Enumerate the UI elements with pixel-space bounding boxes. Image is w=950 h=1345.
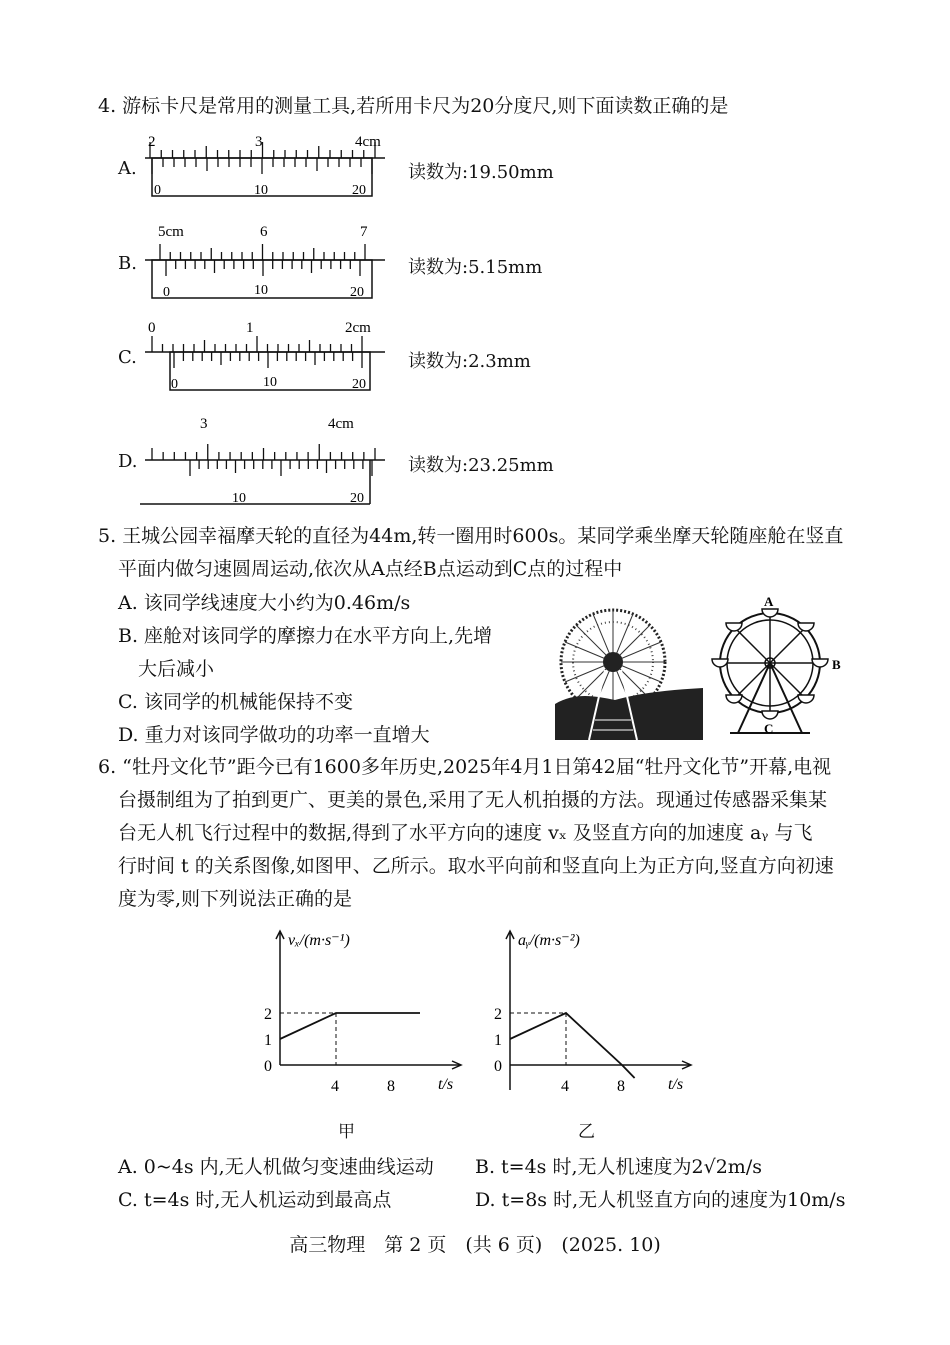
q4-option-c-reading: 读数为:2.3mm [408,351,531,372]
caliper-c-vernier-label-0: 0 [171,377,178,392]
wheel-label-b: B [832,657,841,672]
caliper-b-main-label-2: 7 [360,224,368,240]
q5-option-c: C. 该同学的机械能保持不变 [118,691,353,713]
q4-option-d-letter: D. [118,451,138,472]
q5-option-a: A. 该同学线速度大小约为0.46m/s [118,592,411,614]
caliper-d-vernier-label-1: 20 [350,491,364,506]
q6-line4: 行时间 t 的关系图像,如图甲、乙所示。取水平向前和竖直向上为正方向,竖直方向初速 [118,855,834,877]
q4-stem: 4. 游标卡尺是常用的测量工具,若所用卡尺为20分度尺,则下面读数正确的是 [98,95,729,117]
graph-jia [245,925,475,1110]
caliper-b-main-label-0: 5cm [158,224,184,240]
q5-option-d: D. 重力对该同学做功的功率一直增大 [118,724,430,746]
caliper-b-vernier-label-0: 0 [163,285,170,300]
caliper-a-main-label-2: 4cm [355,134,381,150]
caliper-b-main-label-1: 6 [260,224,268,240]
x-tick-label: 4 [331,1078,339,1095]
caliper-a-vernier-ticks [152,158,372,174]
y-tick-label: 1 [494,1032,502,1049]
q4-option-b-reading: 读数为:5.15mm [408,257,543,278]
q6-option-b: B. t=4s 时,无人机速度为2√2m/s [475,1156,762,1178]
page-footer: 高三物理 第 2 页 (共 6 页) (2025. 10) [289,1234,661,1256]
q6-line3: 台无人机飞行过程中的数据,得到了水平方向的速度 vₓ 及竖直方向的加速度 aᵧ 与飞 [118,822,813,844]
caliper-b-vernier-label-2: 20 [350,285,364,300]
caliper-d-vernier-label-0: 10 [232,491,246,506]
y-tick-label: 0 [494,1058,502,1075]
caliper-a-main-label-0: 2 [148,134,156,150]
y-axis-label: aᵧ/(m·s⁻²) [518,932,580,949]
caliper-a-main-label-1: 3 [255,134,263,150]
caliper-a-main-ticks [150,142,375,158]
caliper-d [140,410,390,510]
q6-option-d: D. t=8s 时,无人机竖直方向的速度为10m/s [475,1189,846,1211]
caliper-d-main-label-0: 3 [200,416,208,432]
q5-option-b-line2: 大后减小 [138,658,215,680]
caption-jia: 甲 [338,1122,355,1142]
caliper-d-main-ticks [152,444,375,460]
y-axis-label: vₓ/(m·s⁻¹) [288,932,350,949]
q4-option-c-letter: C. [118,347,137,368]
y-tick-label: 1 [264,1032,272,1049]
caliper-b-main-ticks [160,244,365,260]
caliper-c-main-label-0: 0 [148,320,156,336]
caption-yi: 乙 [578,1122,595,1142]
caliper-c-main-ticks [152,336,362,352]
y-tick-label: 2 [494,1006,502,1023]
q6-line5: 度为零,则下列说法正确的是 [118,888,353,910]
q5-stem-line1: 5. 王城公园幸福摩天轮的直径为44m,转一圈用时600s。某同学乘坐摩天轮随座舱在竖直 [98,525,844,547]
caliper-c-vernier-ticks [174,352,362,368]
caliper-c-vernier-label-1: 10 [263,375,277,390]
caliper-b [140,220,390,302]
wheel-label-a: A [764,595,774,609]
q5-stem-line2: 平面内做匀速圆周运动,依次从A点经B点运动到C点的过程中 [118,558,623,580]
q4-option-d-reading: 读数为:23.25mm [408,455,554,476]
caliper-a-vernier-label-2: 20 [352,183,366,198]
caliper-a [140,128,390,202]
q4-option-a-letter: A. [118,158,137,179]
q4-option-a-reading: 读数为:19.50mm [408,162,554,183]
x-axis-label: t/s [668,1076,684,1093]
ferris-wheel-photo [555,600,703,740]
caliper-a-vernier-label-0: 0 [154,183,161,198]
q6-option-a: A. 0~4s 内,无人机做匀变速曲线运动 [118,1156,434,1178]
caliper-c [140,316,390,396]
ferris-wheel-diagram [708,595,858,740]
x-tick-label: 8 [387,1078,395,1095]
caliper-d-vernier-ticks [190,460,372,476]
caliper-a-vernier-label-1: 10 [254,183,268,198]
caliper-c-vernier-label-2: 20 [352,377,366,392]
q4-option-b-letter: B. [118,253,137,274]
q5-option-b-line1: B. 座舱对该同学的摩擦力在水平方向上,先增 [118,625,493,647]
series-line [510,1013,635,1078]
caliper-c-main-label-1: 1 [246,320,254,336]
x-axis-label: t/s [438,1076,454,1093]
wheel-label-c: C [764,721,774,736]
caliper-b-vernier-label-1: 10 [254,283,268,298]
caliper-d-main-label-1: 4cm [328,416,354,432]
x-tick-label: 8 [617,1078,625,1095]
y-tick-label: 0 [264,1058,272,1075]
y-tick-label: 2 [264,1006,272,1023]
q6-line2: 台摄制组为了拍到更广、更美的景色,采用了无人机拍摄的方法。现通过传感器采集某 [118,789,828,811]
q6-line1: 6. “牡丹文化节”距今已有1600多年历史,2025年4月1日第42届“牡丹文化节”开幕,电视 [98,756,832,778]
caliper-c-main-label-2: 2cm [345,320,371,336]
q6-option-c: C. t=4s 时,无人机运动到最高点 [118,1189,392,1211]
series-line [280,1013,420,1039]
caliper-b-vernier-ticks [166,260,360,276]
x-tick-label: 4 [561,1078,569,1095]
graph-yi [475,925,705,1110]
